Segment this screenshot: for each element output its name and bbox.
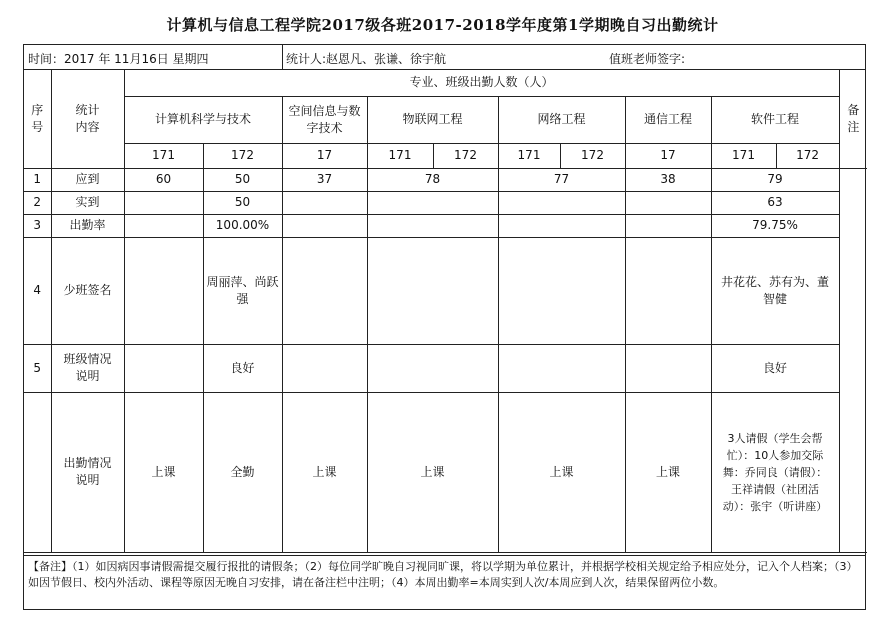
table-row: 4 少班签名 周丽萍、尚跃强 井花花、苏有为、董智健 — [24, 237, 867, 344]
teacher-sign-label: 值班老师签字: — [609, 52, 686, 66]
table-row: 3 出勤率 100.00% 79.75% — [24, 214, 867, 237]
major-iot: 物联网工程 — [367, 96, 498, 143]
major-geo: 空间信息与数字技术 — [282, 96, 367, 143]
class-cs-171: 171 — [124, 143, 203, 168]
table-row: 1 应到 60 50 37 78 77 38 79 — [24, 168, 867, 191]
page-title: 计算机与信息工程学院2017级各班2017-2018学年度第1学期晚自习出勤统计 — [166, 16, 719, 34]
counters-text: 统计人:赵恩凡、张谦、徐宇航 — [286, 52, 447, 66]
major-cs: 计算机科学与技术 — [124, 96, 282, 143]
footnote: 【备注】（1）如因病因事请假需提交履行报批的请假条；（2）每位同学旷晚自习视同旷课，将以学期为单位累计，并根据学校相关规定给予相应处分，记入个人档案；（3）如因节假日、校内外活动、课程等原因无晚自习安排，请在备注栏中注明；（4）本周出勤率=本周实到人次/本周应到人次，结果保留两位小数。 — [24, 555, 865, 609]
major-net: 网络工程 — [498, 96, 625, 143]
header-remark: 备注 — [839, 70, 867, 168]
class-cs-172: 172 — [203, 143, 282, 168]
major-sw: 软件工程 — [711, 96, 839, 143]
attendance-table — [24, 70, 867, 553]
class-geo-17: 17 — [282, 143, 367, 168]
date-text: 时间：2017 年 11月16日 星期四 — [28, 52, 209, 66]
class-net-171: 171 — [498, 143, 560, 168]
class-iot-172: 172 — [433, 143, 498, 168]
table-row: 5 班级情况说明 良好 良好 — [24, 344, 867, 392]
class-iot-171: 171 — [367, 143, 433, 168]
header-content: 统计内容 — [51, 70, 124, 168]
table-row: 出勤情况说明 上课 全勤 上课 上课 上课 上课 3人请假（学生会帮忙）：10人参加交际舞：乔同良（请假）：王祥请假（社团活动）：张宇（听讲座） — [24, 392, 867, 552]
class-comm-17: 17 — [625, 143, 711, 168]
remark-cell — [839, 168, 867, 552]
table-row: 2 实到 50 63 — [24, 191, 867, 214]
class-sw-172: 172 — [776, 143, 839, 168]
class-net-172: 172 — [560, 143, 625, 168]
class-sw-171: 171 — [711, 143, 776, 168]
header-group: 专业、班级出勤人数（人） — [124, 70, 839, 96]
attendance-sheet — [23, 44, 866, 610]
info-bar — [24, 45, 865, 70]
major-comm: 通信工程 — [625, 96, 711, 143]
header-seq: 序号 — [24, 70, 51, 168]
